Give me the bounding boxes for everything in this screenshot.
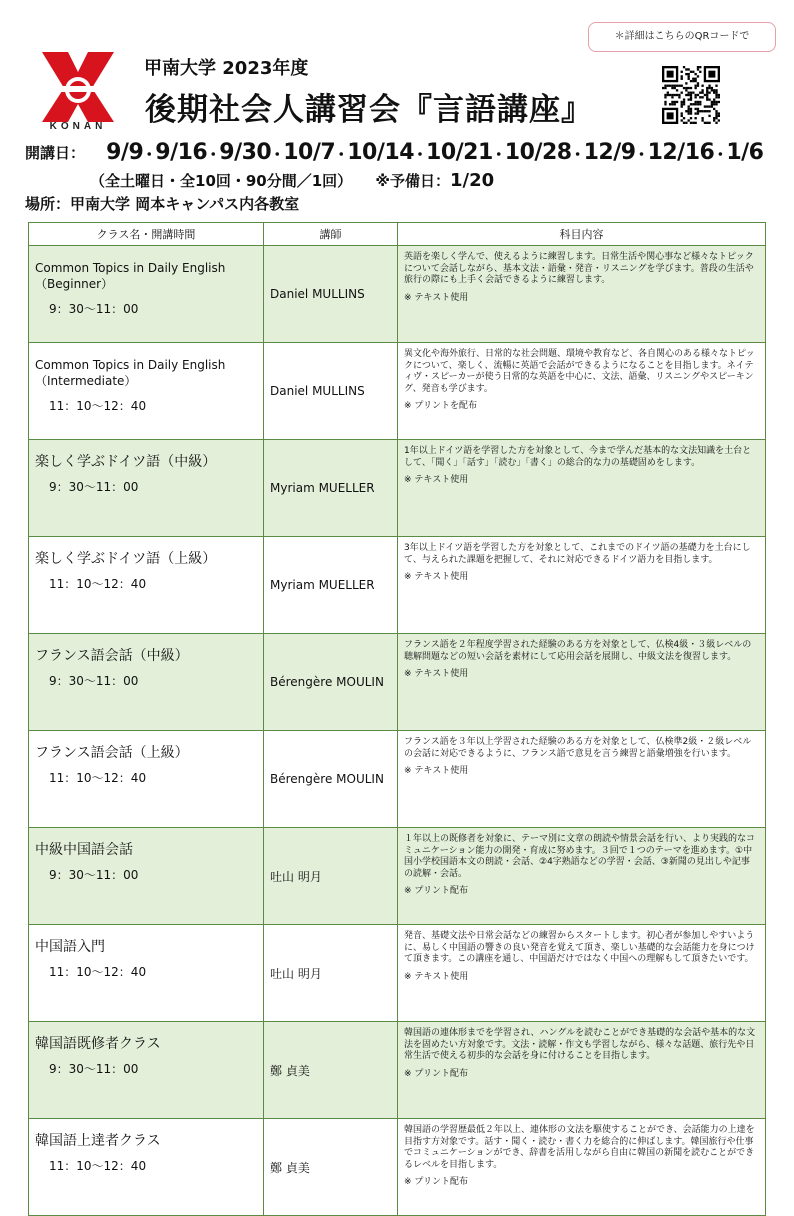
content-cell [398,246,766,343]
class-time: 11：10～12：40 [49,1159,147,1173]
content-cell [398,343,766,440]
table-row [29,1119,766,1216]
teacher-cell: Bérengère MOULIN [264,634,398,731]
date-item: 10/7 [283,140,336,165]
class-time: 9：30～11：00 [49,868,139,882]
date-item: 9/9 [106,140,144,165]
header-teacher: 講師 [264,223,398,246]
material-note: ※ テキスト使用 [404,572,469,582]
date-item: 12/9 [583,140,636,165]
teacher-cell: Daniel MULLINS [264,343,398,440]
teacher-cell: 吐山 明月 [264,828,398,925]
class-cell [29,1022,264,1119]
class-time: 11：10～12：40 [49,965,147,979]
material-note: ※ テキスト使用 [404,669,469,679]
class-time: 9：30～11：00 [49,302,139,316]
teacher-cell: Daniel MULLINS [264,246,398,343]
page-title: 後期社会人講習会『言語講座』 [145,92,593,128]
date-item: 10/21 [426,140,493,165]
header-class: クラス名・開講時間 [29,223,264,246]
class-cell [29,537,264,634]
content-cell [398,828,766,925]
course-description: 異文化や海外旅行、日常的な社会問題、環境や教育など、各自関心のある様々なトピックについて、楽しく、流暢に英語で会話ができるようになることを目指します。ネイティヴ・スピーカーが使う日常的な英語を中心に、文法、語彙、リスニングやスピーキング、発音も学びます。 [404,349,755,394]
class-time: 9：30～11：00 [49,480,139,494]
date-separator: ･ [416,145,425,164]
date-separator: ･ [337,145,346,164]
venue: 場所：甲南大学 岡本キャンパス内各教室 [25,195,300,213]
table-row [29,731,766,828]
class-name: フランス語会話（上級） [35,745,189,761]
material-note: ※ テキスト使用 [404,292,469,303]
date-separator: ･ [494,145,503,164]
content-cell [398,1119,766,1216]
teacher-cell: Bérengère MOULIN [264,731,398,828]
course-description: 3年以上ドイツ語を学習した方を対象として、これまでのドイツ語の基礎力を土台にして、与えられた課題を把握して、それに対応できるドイツ語力を目指します。 [404,543,751,565]
class-time: 9：30～11：00 [49,1062,139,1076]
material-note: ※ テキスト使用 [404,475,469,485]
class-cell [29,731,264,828]
class-cell [29,828,264,925]
class-time: 9：30～11：00 [49,674,139,688]
table-row [29,1022,766,1119]
material-note: ※ プリント配布 [404,886,469,896]
content-cell [398,925,766,1022]
date-item: 9/16 [155,140,208,165]
class-cell [29,246,264,343]
class-level: （Intermediate） [35,374,137,388]
qr-code-icon [662,66,720,124]
date-separator: ･ [273,145,282,164]
table-row [29,440,766,537]
course-description: 韓国語の連体形までを学習され、ハングルを読むことができ基礎的な会話や基本的な文法を固めたい方対象です。文法・読解・作文も学習しながら、様々な話題、旅行先や日常生活で使える初歩的な会話を身に付けることを目指します。 [404,1028,756,1061]
date-item: 10/28 [504,140,572,165]
material-note: ※ プリント配布 [404,1177,469,1187]
course-description: 韓国語の学習歴最低２年以上、連体形の文法を駆使することができ、会話能力の上達を目指す方対象です。話す・聞く・読む・書く力を総合的に伸ばします。韓国旅行や仕事でコミュニケーションができ、辞書を活用しながら自由に韓国の新聞を読むことができるレベルを目指します。 [404,1125,755,1170]
spare-day-date: 1/20 [450,170,495,191]
dates-list [106,140,764,165]
spare-day-label: ※予備日： [375,172,451,190]
class-name: 楽しく学ぶドイツ語（中級） [35,454,217,470]
teacher-cell: Myriam MUELLER [264,537,398,634]
class-cell [29,440,264,537]
dates-label: 開講日： [25,144,86,162]
class-name: 中国語入門 [35,939,105,955]
course-description: 1年以上ドイツ語を学習した方を対象として、今まで学んだ基本的な文法知識を土台として、「聞く」「話す」「読む」「書く」の総合的な力の基礎固めをします。 [404,446,752,468]
course-body [29,246,766,1216]
class-cell [29,925,264,1022]
table-row [29,537,766,634]
class-name: 韓国語既修者クラス [35,1036,161,1052]
course-description: 発音、基礎文法や日常会話などの練習からスタートします。初心者が参加しやすいように、易しく中国語の響きの良い発音を覚えて頂き、楽しい基礎的な会話能力を身につけて頂きます。この講座を通し、中国語だけではなく中国への理解もして頂きたいです。 [404,931,755,964]
course-description: １年以上の既修者を対象に、テーマ別に文章の朗読や情景会話を行い、より実践的なコミュニケーション能力の開発・育成に努めます。３回で１つのテーマを進めます。①中国小学校国語本文の朗読・会話、②4字熟語などの学習・会話、③新聞の見出しや記事の読解・会話。 [404,834,756,879]
teacher-cell: Myriam MUELLER [264,440,398,537]
schedule-note-row [90,170,494,191]
class-time: 11：10～12：40 [49,771,147,785]
schedule-dates [25,140,764,165]
qr-note: ＊詳細はこちらのQRコードで [588,22,776,52]
material-note: ※ プリントを配布 [404,401,478,411]
material-note: ※ テキスト使用 [404,766,469,776]
class-name: Common Topics in Daily English [35,261,226,275]
content-cell [398,731,766,828]
class-time: 11：10～12：40 [49,577,147,591]
teacher-cell: 鄭 貞美 [264,1022,398,1119]
header-content: 科目内容 [398,223,766,246]
class-level: （Beginner） [35,277,114,291]
class-name: 中級中国語会話 [35,842,133,858]
table-row [29,343,766,440]
table-row [29,828,766,925]
course-description: 英語を楽しく学んで、使えるように練習します。日常生活や関心事など様々なトピックについて会話しながら、基本文法・語彙・発音・リスニングを学びます。普段の生活や旅行の際にも上手く会話できるように練習します。 [404,252,754,285]
date-item: 9/30 [219,140,272,165]
schedule-note: （全土曜日・全10回・90分間／1回） [90,172,353,190]
date-item: 10/14 [347,140,414,165]
class-name: フランス語会話（中級） [35,648,189,664]
date-separator: ･ [716,145,725,164]
date-separator: ･ [145,145,154,164]
date-item: 1/6 [726,140,764,165]
teacher-cell: 鄭 貞美 [264,1119,398,1216]
material-note: ※ テキスト使用 [404,971,469,982]
class-cell [29,1119,264,1216]
table-row [29,925,766,1022]
course-table [28,222,766,1216]
logo-text: KONAN [49,121,107,132]
class-time: 11：10～12：40 [49,399,147,413]
content-cell [398,440,766,537]
material-note: ※ プリント配布 [404,1068,469,1079]
content-cell [398,537,766,634]
class-cell [29,343,264,440]
class-cell [29,634,264,731]
table-row [29,246,766,343]
content-cell [398,1022,766,1119]
date-separator: ･ [637,145,646,164]
table-row [29,634,766,731]
class-name: Common Topics in Daily English [35,358,226,372]
date-item: 12/16 [647,140,715,165]
table-header-row [29,223,766,246]
teacher-cell: 吐山 明月 [264,925,398,1022]
class-name: 楽しく学ぶドイツ語（上級） [35,551,217,567]
konan-logo-icon [40,50,116,124]
content-cell [398,634,766,731]
course-description: フランス語を２年程度学習された経験のある方を対象として、仏検4級・３級レベルの聴解問題などの短い会話を素材にして応用会話を展開し、中級文法を復習します。 [404,640,752,662]
class-name: 韓国語上達者クラス [35,1133,161,1149]
date-separator: ･ [573,145,582,164]
course-description: フランス語を３年以上学習された経験のある方を対象として、仏検準2級・２級レベルの会話に対応できるように、フランス語で意見を言う練習と語彙増強を行います。 [404,737,752,759]
date-separator: ･ [209,145,218,164]
university-year: 甲南大学 2023年度 [144,58,309,79]
